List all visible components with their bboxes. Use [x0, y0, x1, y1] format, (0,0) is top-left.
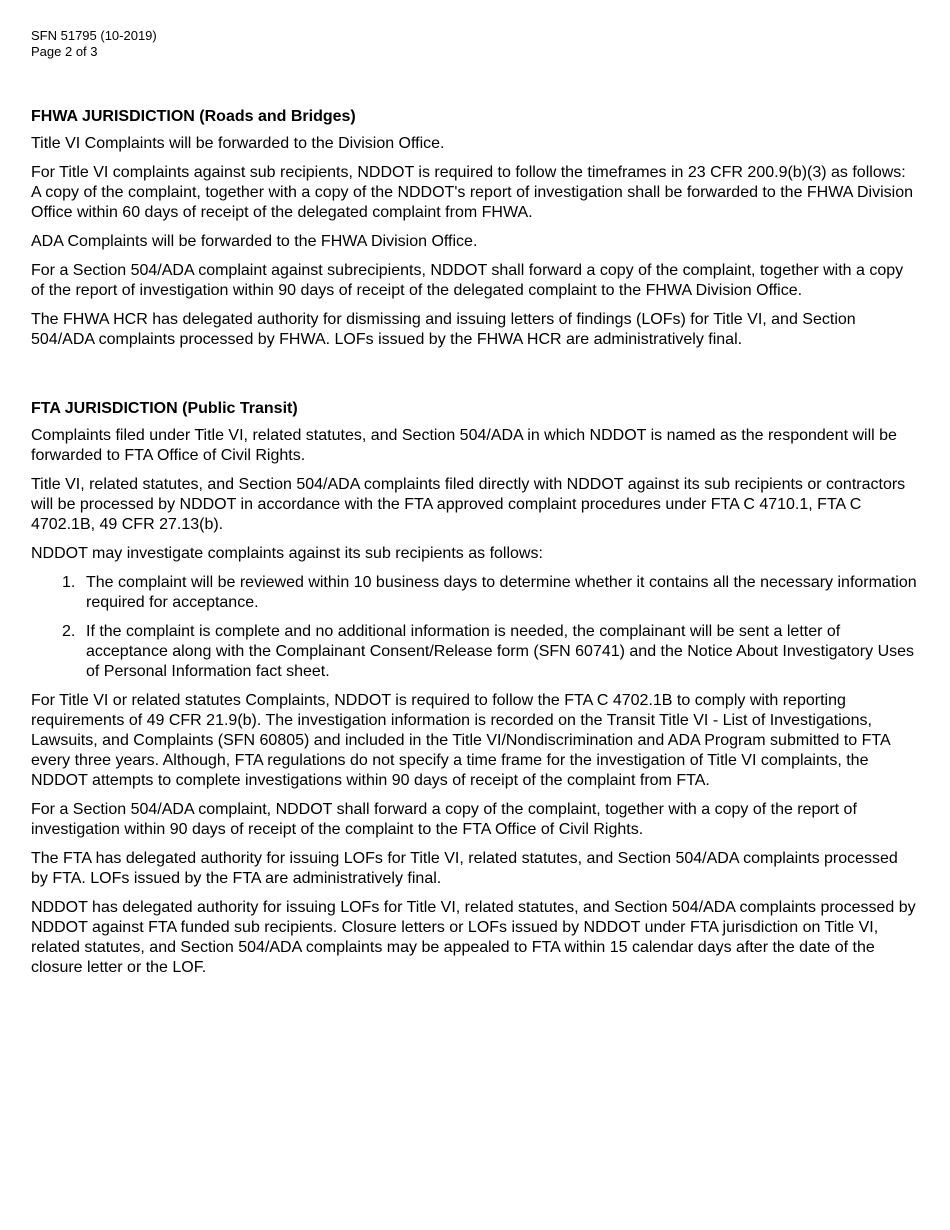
- form-id: SFN 51795 (10-2019): [31, 28, 157, 43]
- fta-paragraph: Title VI, related statutes, and Section 504/ADA complaints filed directly with NDDOT against its sub recipients or contractors will be processed by NDDOT in accordance with the FTA approved complaint procedures under FTA C 4710.1, FTA C 4702.1B, 49 CFR 27.13(b).: [31, 476, 906, 533]
- page-number: Page 2 of 3: [31, 44, 98, 59]
- fta-section: [31, 399, 917, 978]
- list-item-number: 2.: [62, 623, 76, 640]
- fhwa-section: [31, 107, 917, 350]
- page-header: [31, 28, 917, 60]
- fta-paragraph: The FTA has delegated authority for issuing LOFs for Title VI, related statutes, and Section 504/ADA complaints processed by FTA. LOFs issued by the FTA are administratively final.: [31, 850, 898, 887]
- fta-paragraph: NDDOT may investigate complaints against its sub recipients as follows:: [31, 545, 543, 562]
- fta-paragraph: For a Section 504/ADA complaint, NDDOT shall forward a copy of the complaint, together with a copy of the report of investigation within 90 days of receipt of the complaint to the FTA Office of Civil Rights.: [31, 801, 857, 838]
- fhwa-paragraph: For Title VI complaints against sub recipients, NDDOT is required to follow the timeframes in 23 CFR 200.9(b)(3) as follows: A copy of the complaint, together with a copy of the NDDOT's report of investigation shall be forwarded to the FHWA Division Office within 60 days of receipt of the delegated complaint from FHWA.: [31, 164, 913, 221]
- document-page: [31, 28, 917, 978]
- list-item-number: 1.: [62, 574, 76, 591]
- fhwa-section-title: FHWA JURISDICTION (Roads and Bridges): [31, 108, 356, 125]
- fta-paragraph: For Title VI or related statutes Complaints, NDDOT is required to follow the FTA C 4702.1B to comply with reporting requirements of 49 CFR 21.9(b). The investigation information is recorded on the Transit Title VI - List of Investigations, Lawsuits, and Complaints (SFN 60805) and included in the Title VI/Nondiscrimination and ADA Program submitted to FTA every three years. Although, FTA regulations do not specify a time frame for the investigation of Title VI complaints, the NDDOT attempts to complete investigations within 90 days of receipt of the complaint from FTA.: [31, 692, 890, 789]
- fhwa-paragraph: Title VI Complaints will be forwarded to the Division Office.: [31, 135, 445, 152]
- investigation-steps-list: [31, 573, 917, 682]
- fhwa-paragraph: The FHWA HCR has delegated authority for dismissing and issuing letters of findings (LOFs) for Title VI, and Section 504/ADA complaints processed by FHWA. LOFs issued by the FHWA HCR are administratively final.: [31, 311, 856, 348]
- list-item-text: The complaint will be reviewed within 10 business days to determine whether it contains all the necessary information required for acceptance.: [86, 574, 917, 611]
- list-item: [31, 622, 917, 682]
- fta-section-title: FTA JURISDICTION (Public Transit): [31, 400, 298, 417]
- fta-paragraph: NDDOT has delegated authority for issuing LOFs for Title VI, related statutes, and Section 504/ADA complaints processed by NDDOT against FTA funded sub recipients. Closure letters or LOFs issued by NDDOT under FTA jurisdiction on Title VI, related statutes, and Section 504/ADA complaints may be appealed to FTA within 15 calendar days after the date of the closure letter or the LOF.: [31, 899, 916, 976]
- fhwa-paragraph: For a Section 504/ADA complaint against subrecipients, NDDOT shall forward a copy of the complaint, together with a copy of the report of investigation within 90 days of receipt of the delegated complaint to the FHWA Division Office.: [31, 262, 904, 299]
- list-item-text: If the complaint is complete and no additional information is needed, the complainant will be sent a letter of acceptance along with the Complainant Consent/Release form (SFN 60741) and the Notice About Investigatory Uses of Personal Information fact sheet.: [86, 623, 915, 680]
- list-item: [31, 573, 917, 613]
- fhwa-paragraph: ADA Complaints will be forwarded to the FHWA Division Office.: [31, 233, 478, 250]
- fta-paragraph: Complaints filed under Title VI, related statutes, and Section 504/ADA in which NDDOT is named as the respondent will be forwarded to FTA Office of Civil Rights.: [31, 427, 897, 464]
